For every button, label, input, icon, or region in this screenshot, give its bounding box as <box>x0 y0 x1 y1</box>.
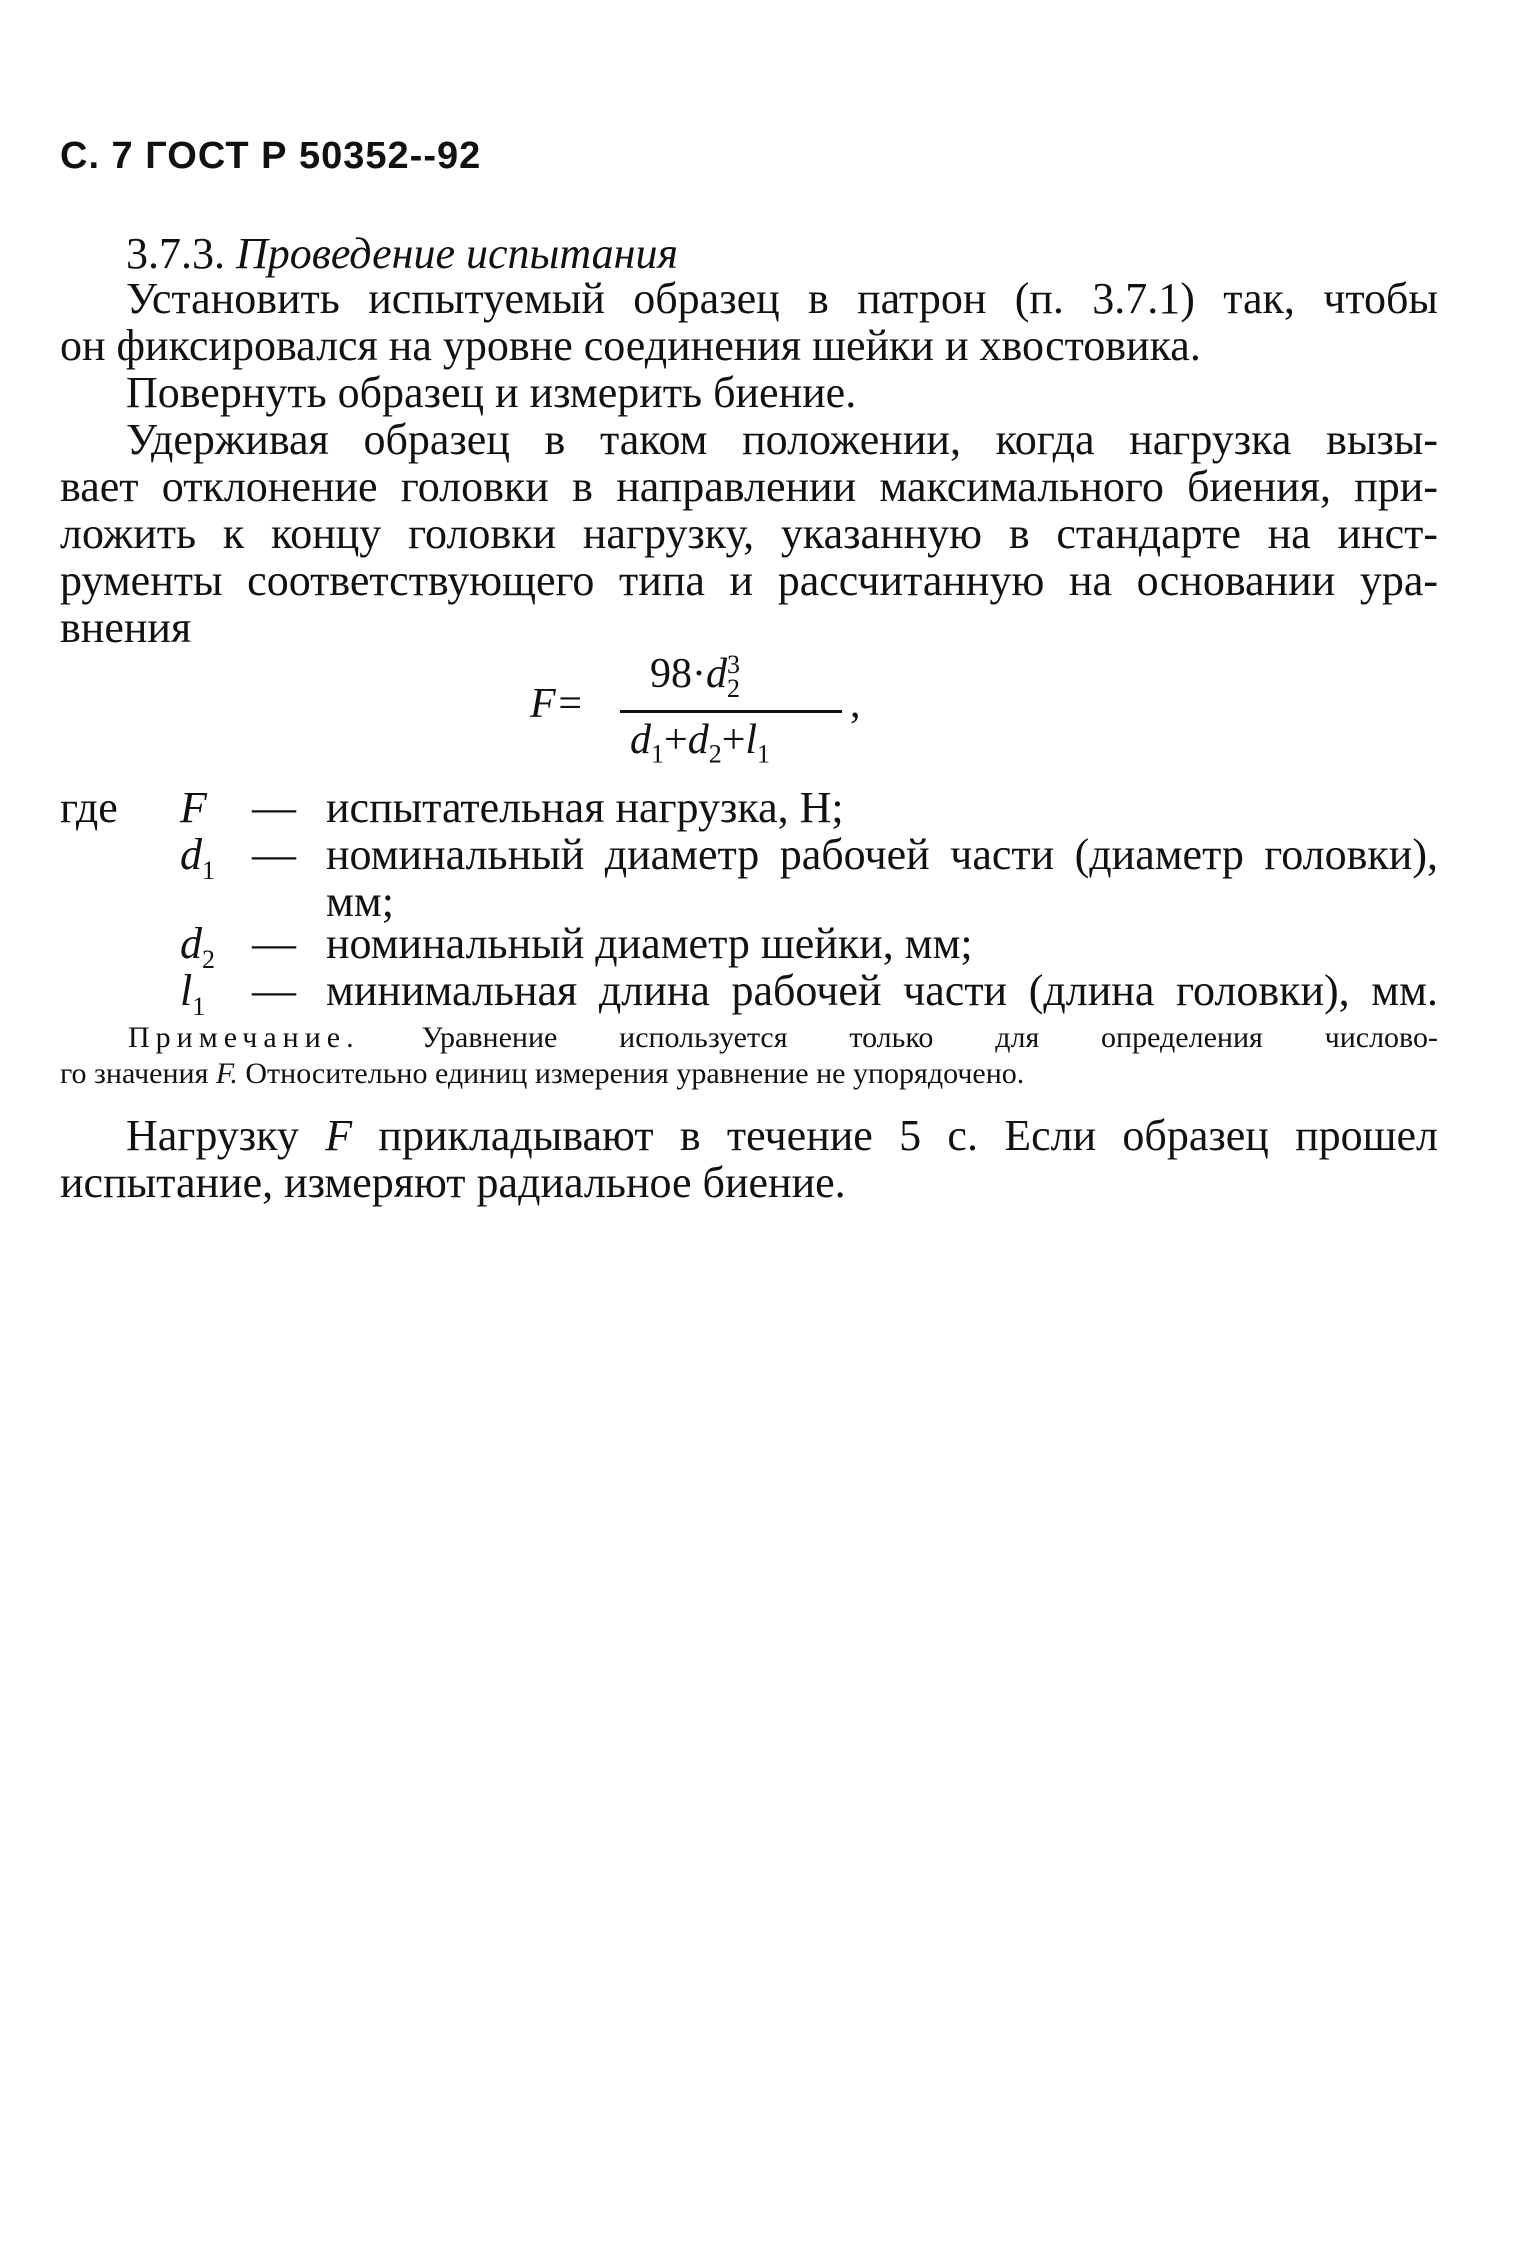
legend-symbol-letter: d <box>180 919 202 968</box>
final-var: F <box>325 1111 353 1160</box>
legend-text: номинальный диаметр шейки, мм; <box>326 919 973 968</box>
legend-symbol <box>180 829 240 885</box>
legend-symbol-sub: 1 <box>192 991 206 1021</box>
legend-dash: — <box>252 783 296 832</box>
formula-numerator <box>650 650 740 704</box>
legend-dash: — <box>252 919 296 968</box>
formula-numerator-sup: 3 <box>727 650 740 680</box>
legend-row <box>60 918 1438 974</box>
legend-symbol-letter: l <box>180 966 193 1015</box>
legend-row <box>60 965 1438 1021</box>
fraction-bar <box>620 710 842 713</box>
load-formula <box>530 650 870 769</box>
section-heading <box>126 228 678 279</box>
formula-den-plus-2: + <box>721 717 746 763</box>
section-title: Проведение испытания <box>236 229 678 278</box>
note-label: Примечание. <box>128 1021 360 1054</box>
final-pre: Нагрузку <box>126 1111 299 1160</box>
paragraph-3-line-4: рументы соответствующего типа и рассчитанную на основании ура- <box>60 556 1438 605</box>
legend-text: номинальный диаметр рабочей части (диаметр головки), <box>326 830 1438 879</box>
formula-legend <box>60 782 1438 1021</box>
legend-row <box>60 829 1438 885</box>
formula-trailing-comma: , <box>850 681 861 727</box>
legend-text: минимальная длина рабочей части (длина головки), мм. <box>326 966 1438 1015</box>
formula-numerator-coef: 98· <box>650 651 706 697</box>
legend-text: испытательная нагрузка, Н; <box>326 783 844 832</box>
legend-text-continuation: мм; <box>326 877 394 926</box>
legend-row <box>60 782 1438 832</box>
legend-dash: — <box>252 830 296 879</box>
formula-denominator <box>630 716 771 769</box>
final-line-1 <box>60 1112 1438 1159</box>
formula-den-d1: d <box>630 717 651 763</box>
final-paragraph <box>60 1112 1438 1206</box>
paragraph-3-line-3: ложить к концу головки нагрузку, указанную в стандарте на инст- <box>60 509 1438 558</box>
formula-numerator-var: d <box>706 651 727 697</box>
note-line-1 <box>60 1020 1438 1056</box>
legend-symbol <box>180 965 240 1021</box>
formula-numerator-sub: 2 <box>727 674 740 704</box>
section-number: 3.7.3. <box>126 229 225 278</box>
note-line-2-post: Относительно единиц измерения уравнение не упорядочено. <box>245 1057 1025 1090</box>
formula-den-l1: l <box>745 717 758 763</box>
legend-row-continuation <box>60 876 1438 926</box>
legend-symbol-letter: d <box>180 830 202 879</box>
legend-symbol-sub: 2 <box>202 944 215 974</box>
paragraph-1-line-1: Установить испытуемый образец в патрон (п. 3.7.1) так, чтобы <box>126 274 1438 323</box>
paragraph-3 <box>60 416 1438 651</box>
formula-den-l1-sub: 1 <box>757 739 771 769</box>
page-header: С. 7 ГОСТ Р 50352--92 <box>60 135 482 177</box>
final-post: прикладывают в течение 5 с. Если образец прошел <box>378 1111 1439 1160</box>
legend-symbol <box>180 918 240 974</box>
paragraph-3-line-2: вает отклонение головки в направлении максимального биения, при- <box>60 462 1438 511</box>
paragraph-1-line-2: он фиксировался на уровне соединения шейки и хвостовика. <box>60 321 1201 370</box>
legend-symbol-letter: F <box>180 783 207 832</box>
legend-where: где <box>60 783 118 832</box>
note-line-2-pre: го значения <box>60 1057 209 1090</box>
paragraph-3-line-5: внения <box>60 603 192 652</box>
note-line-2 <box>60 1056 1438 1092</box>
legend-symbol-sub: 1 <box>202 855 215 885</box>
formula-den-d2-sub: 2 <box>708 739 722 769</box>
formula-den-plus-1: + <box>664 717 688 763</box>
note-line-2-var: F. <box>215 1057 238 1090</box>
final-line-2: испытание, измеряют радиальное биение. <box>60 1158 846 1207</box>
formula-den-d2: d <box>687 717 709 763</box>
paragraph-3-line-1: Удерживая образец в таком положении, когда нагрузка вызы- <box>126 415 1438 464</box>
formula-den-d1-sub: 1 <box>651 739 664 769</box>
legend-symbol <box>180 782 240 833</box>
note-line-1-text: Уравнение используется только для определения числово- <box>421 1021 1439 1054</box>
paragraph-2: Повернуть образец и измерить биение. <box>126 368 857 417</box>
note-block <box>60 1020 1438 1092</box>
paragraph-1 <box>60 275 1438 369</box>
formula-lhs: F= <box>530 681 584 727</box>
legend-dash: — <box>252 966 296 1015</box>
